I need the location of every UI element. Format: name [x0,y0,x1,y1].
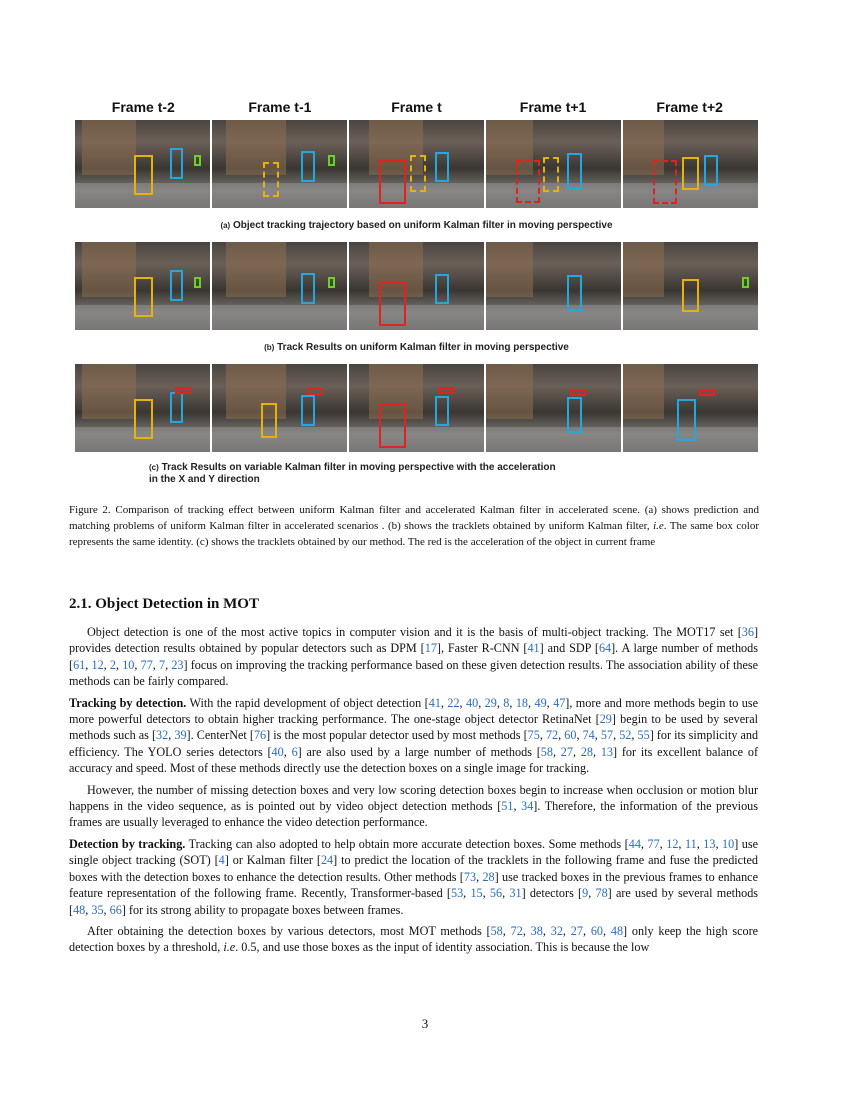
subfigure-caption-c: (c) Track Results on variable Kalman filter in moving perspective with the acceleration in the X and Y direction [149,462,556,485]
paragraph: Tracking by detection. With the rapid development of object detection [41, 22, 40, 29, 8, 18, 49, 47], more and more methods begin to use more powerful detectors to obtain higher tracking performance. The one-stage object detector RetinaNet [29] begin to be used by several methods such as [32, 39]. CenterNet [76] is the most popular detector used by most methods [75, 72, 60, 74, 57, 52, 55] for its simplicity and efficiency. The YOLO series detectors [40, 6] are also used by a large number of methods [58, 27, 28, 13] for its excellent balance of accuracy and speed. Most of these methods directly use the detection boxes on a single image for tracking. [69,695,759,776]
frame-image [75,242,210,330]
figure-caption: Figure 2. Comparison of tracking effect between uniform Kalman filter and accelerated Kalman filter in accelerated scene. (a) shows prediction and matching problems of uniform Kalman filter in accelerated scenarios . (b) shows the tracklets obtained by uniform Kalman filter, i.e. The same box color represents the same identity. (c) shows the tracklets obtained by our method. The red is the acceleration of the object in current frame [69,504,760,548]
frame-image [486,242,621,330]
frame-label: Frame t-1 [248,99,312,115]
image-strip-b [75,242,758,330]
frame-image [212,364,347,452]
frame-label: Frame t+1 [519,99,587,115]
frame-image [212,242,347,330]
frame-image [349,120,484,208]
frame-image [623,120,758,208]
image-strip-c [75,364,758,452]
subfigure-caption-a: (a) Object tracking trajectory based on uniform Kalman filter in moving perspective [220,220,613,231]
paragraph: Object detection is one of the most active topics in computer vision and it is the basis of multi-object tracking. The MOT17 set [36] provides detection results obtained by popular detectors such as DPM [17], Faster R-CNN [41] and SDP [64]. A large number of methods [61, 12, 2, 10, 77, 7, 23] focus on improving the tracking performance based on these given detection results. The association ability of these methods can be fairly compared. [69,625,759,689]
section-title: 2.1. Object Detection in MOT [69,596,259,612]
frame-image [75,120,210,208]
frame-image [349,242,484,330]
frame-image [623,242,758,330]
image-strip-a [75,120,758,208]
frame-image [486,364,621,452]
subfigure-caption-b: (b) Track Results on uniform Kalman filter in moving perspective [264,342,569,353]
frame-label: Frame t+2 [656,99,723,115]
page-number: 3 [421,1016,429,1031]
frame-image [486,120,621,208]
paragraph: However, the number of missing detection boxes and very low scoring detection boxes begin to increase when occlusion or motion blur happens in the video sequence, as is pointed out by video object detection methods [51, 34]. Therefore, the information of the previous frames are usually leveraged to enhance the video detection performance. [69,782,758,830]
frame-image [212,120,347,208]
frame-headers [75,96,758,120]
frame-image [349,364,484,452]
frame-label: Frame t [391,99,442,115]
frame-label: Frame t-2 [111,99,175,115]
frame-image [75,364,210,452]
paragraph: After obtaining the detection boxes by various detectors, most MOT methods [58, 72, 38, 32, 27, 60, 48] only keep the high score detection boxes by a threshold, i.e. 0.5, and use those boxes as the input of identity association. This is because the low [69,923,759,955]
figure-2 [75,96,758,486]
section-body [69,624,758,961]
frame-image [623,364,758,452]
paragraph: Detection by tracking. Tracking can also adopted to help obtain more accurate detection boxes. Some methods [44, 77, 12, 11, 13, 10] use single object tracking (SOT) [4] or Kalman filter [24] to predict the location of the tracklets in the following frame and fuse the predicted boxes with the detection boxes to enhance the detection results. Other methods [73, 28] use tracked boxes in the previous frames to enhance feature representation of the following frame. Recently, Transformer-based [53, 15, 56, 31] detectors [9, 78] are used by several methods [48, 35, 66] for its strong ability to propagate boxes between frames. [69,836,759,917]
